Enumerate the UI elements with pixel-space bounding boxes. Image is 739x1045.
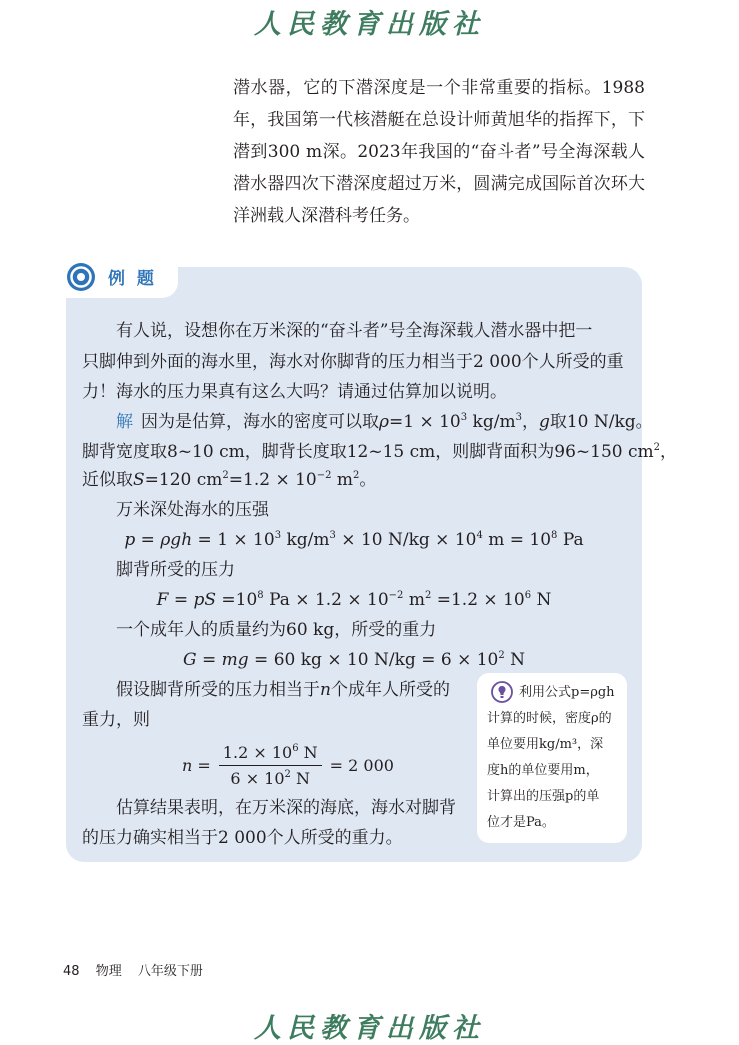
step-weight-label: 一个成年人的质量约为60 kg，所受的重力	[116, 620, 437, 640]
conclusion-line: 的压力确实相当于2 000个人所受的重力。	[82, 828, 403, 848]
page-number: 48	[63, 964, 80, 979]
force-equation: F = pS $=10^8$ $Pa \times 1.2 \times 10^{-2}$ $m^2 =1.2 \times 10^6$ N	[156, 590, 552, 610]
step-ratio-line: 重力，则	[82, 710, 150, 730]
step-ratio-line: 假设脚背所受的压力相当于n个成年人所受的	[116, 680, 450, 700]
footer-subject: 物理	[95, 964, 122, 979]
problem-line: 力！海水的压力果真有这么大吗？请通过估算加以说明。	[82, 382, 507, 402]
fraction-equation: n = $\frac{1.2 \times 10^6 N}{6 \times 10^2 N}$ = 2 000	[182, 742, 394, 788]
publisher-logo-top: 人民教育出版社	[254, 9, 485, 40]
page-footer	[63, 960, 215, 979]
tip-text	[487, 680, 621, 836]
example-target-icon	[66, 262, 96, 292]
tip-line: 度h的单位要用m，	[487, 763, 599, 778]
example-title: 例 题	[108, 269, 157, 289]
tip-line: 利用公式p=ρgh	[519, 685, 615, 700]
tip-line: 计算的时候，密度ρ的	[487, 711, 612, 726]
tip-line: 计算出的压强p的单	[487, 789, 600, 804]
problem-line: 只脚伸到外面的海水里，海水对你脚背的压力相当于2 000个人所受的重	[82, 352, 624, 372]
intro-paragraph: 潜水器，它的下潜深度是一个非常重要的指标。1988年，我国第一代核潜艇在总设计师黄旭华的指挥下，下潜到300 m深。2023年我国的“奋斗者”号全海深载人潜水器四次下潜深度超过万米，圆满完成国际首次环大洋洲载人深潜科考任务。	[233, 78, 645, 226]
solution-line-1: 解 因为是估算，海水的密度可以取$\rho=1 \times 10^3$ $kg/m^3$，g取10 N/kg。	[116, 412, 653, 432]
solution-label: 解	[116, 412, 133, 432]
weight-equation: G = mg = 60 kg × 10 $N/kg = 6 \times 10^2$ N	[182, 650, 526, 670]
solution-line-3: 近似取S=120 $cm^2=1.2 \times 10^{-2}$ $m^2$。	[82, 470, 377, 490]
conclusion-line: 估算结果表明，在万米深的海底，海水对脚背	[116, 798, 456, 818]
step-pressure-label: 万米深处海水的压强	[116, 500, 269, 520]
footer-grade: 八年级下册	[137, 964, 203, 979]
solution-line-2: 脚背宽度取8~10 cm，脚背长度取12~15 cm，则脚背面积为96~150 $cm^2$，	[82, 442, 678, 462]
problem-line: 有人说，设想你在万米深的“奋斗者”号全海深载人潜水器中把一	[116, 321, 593, 341]
tip-line: 单位要用kg/m³，深	[487, 737, 604, 752]
publisher-logo-bottom: 人民教育出版社	[254, 1013, 485, 1044]
pressure-equation: $p = \rho gh = 1 \times 10^3$ $kg/m^3 \times 10$ $N/kg \times 10^4$ $m = 10^8$ Pa	[124, 530, 584, 550]
step-force-label: 脚背所受的压力	[116, 560, 235, 580]
tip-line: 位才是Pa。	[487, 815, 555, 830]
